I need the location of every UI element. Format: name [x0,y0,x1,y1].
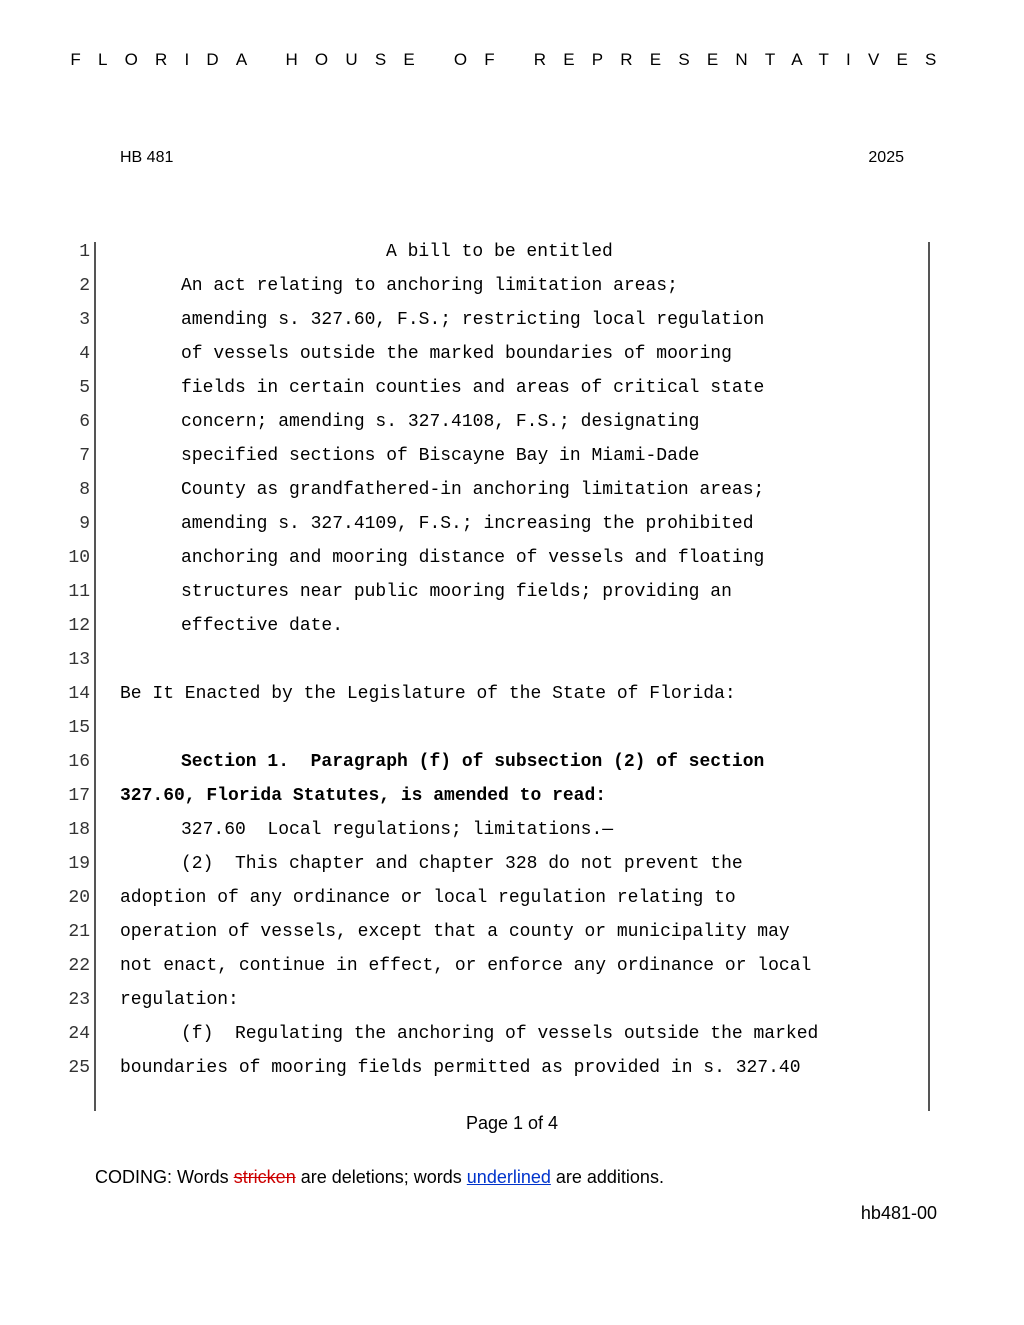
bill-year: 2025 [868,149,904,166]
bill-line [0,779,1024,813]
line-number: 9 [79,514,90,534]
line-number: 19 [68,854,90,874]
line-number: 13 [68,650,90,670]
bill-line [0,847,1024,881]
bill-line [0,1017,1024,1051]
bill-line [0,745,1024,779]
line-text: amending s. 327.4109, F.S.; increasing the prohibited [181,514,754,534]
page-number: Page 1 of 4 [465,1113,559,1133]
line-number: 11 [68,582,90,602]
line-number: 4 [79,344,90,364]
bill-line [0,405,1024,439]
coding-stricken-sample: stricken [233,1167,296,1187]
line-text: effective date. [181,616,344,636]
line-number: 12 [68,616,90,636]
bill-line [0,337,1024,371]
line-text: specified sections of Biscayne Bay in Miami-Dade [181,446,700,466]
bill-line [0,711,1024,745]
line-number: 2 [79,276,90,296]
line-text: of vessels outside the marked boundaries of mooring [181,344,732,364]
coding-middle: are deletions; words [295,1167,467,1187]
bill-line [0,609,1024,643]
line-number: 1 [79,242,90,262]
bill-line [0,1051,1024,1085]
coding-suffix: are additions. [550,1167,664,1187]
line-text: boundaries of mooring fields permitted as provided in s. 327.40 [120,1058,801,1078]
line-text: (f) Regulating the anchoring of vessels outside the marked [181,1024,819,1044]
line-number: 20 [68,888,90,908]
bill-line [0,541,1024,575]
coding-legend [95,1167,664,1188]
line-number: 15 [68,718,90,738]
bill-line [0,949,1024,983]
line-number: 8 [79,480,90,500]
line-text: operation of vessels, except that a county or municipality may [120,922,790,942]
line-text: fields in certain counties and areas of critical state [181,378,765,398]
line-text: concern; amending s. 327.4108, F.S.; designating [181,412,700,432]
line-number: 23 [68,990,90,1010]
bill-line [0,813,1024,847]
line-number: 3 [79,310,90,330]
line-number: 14 [68,684,90,704]
bill-line [0,643,1024,677]
bill-line [0,439,1024,473]
bill-line [0,371,1024,405]
coding-prefix: CODING: Words [95,1167,234,1187]
chamber-header: FLORIDA HOUSE OF REPRESENTATIVES [70,50,954,69]
line-number: 22 [68,956,90,976]
bill-line [0,575,1024,609]
line-number: 6 [79,412,90,432]
line-text: 327.60, Florida Statutes, is amended to read: [120,786,607,806]
bill-line [0,303,1024,337]
line-text: regulation: [120,990,239,1010]
bill-line [0,473,1024,507]
line-text: amending s. 327.60, F.S.; restricting local regulation [181,310,765,330]
line-text: adoption of any ordinance or local regulation relating to [120,888,736,908]
line-number: 7 [79,446,90,466]
bill-line [0,677,1024,711]
line-text: Section 1. Paragraph (f) of subsection (2) of section [181,752,765,772]
bill-number: HB 481 [120,149,174,166]
bill-line [0,983,1024,1017]
line-number: 21 [68,922,90,942]
line-text: (2) This chapter and chapter 328 do not prevent the [181,854,743,874]
line-text: A bill to be entitled [386,242,613,262]
bill-line [0,235,1024,269]
line-number: 24 [68,1024,90,1044]
line-text: County as grandfathered-in anchoring limitation areas; [181,480,765,500]
bill-line [0,881,1024,915]
line-text: not enact, continue in effect, or enforce any ordinance or local [120,956,812,976]
line-text: anchoring and mooring distance of vessels and floating [181,548,765,568]
line-text: An act relating to anchoring limitation areas; [181,276,678,296]
document-code: hb481-00 [860,1203,937,1223]
line-text: structures near public mooring fields; providing an [181,582,732,602]
line-number: 5 [79,378,90,398]
line-number: 17 [68,786,90,806]
line-number: 10 [68,548,90,568]
line-text: 327.60 Local regulations; limitations.— [181,820,614,840]
bill-line [0,507,1024,541]
line-text: Be It Enacted by the Legislature of the State of Florida: [120,684,736,704]
coding-underlined-sample: underlined [466,1167,551,1187]
line-number: 25 [68,1058,90,1078]
line-number: 18 [68,820,90,840]
bill-line [0,269,1024,303]
bill-line [0,915,1024,949]
line-number: 16 [68,752,90,772]
